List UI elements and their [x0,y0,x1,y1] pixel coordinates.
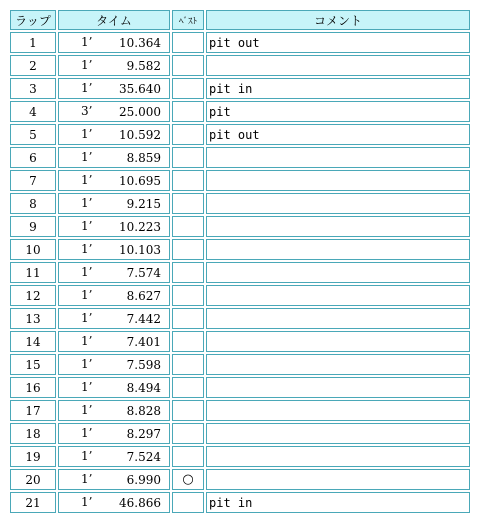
lap-time-seconds: 6.990 [126,473,161,487]
lap-number-cell: 10 [10,239,56,260]
comment-cell: pit out [206,32,470,53]
lap-header: ラップ [10,10,56,30]
table-row [10,216,470,237]
lap-number-cell: 15 [10,354,56,375]
table-row [10,492,470,513]
lap-time-minutes: 1’ [81,35,93,49]
comment-cell [206,308,470,329]
lap-number-cell: 6 [10,147,56,168]
table-row [10,285,470,306]
lap-number-cell: 4 [10,101,56,122]
best-lap-cell [172,170,204,191]
lap-time-seconds: 8.627 [126,289,161,303]
best-lap-cell [172,124,204,145]
comment-cell: pit [206,101,470,122]
lap-time-minutes: 1’ [81,81,93,95]
lap-time-minutes: 1’ [81,173,93,187]
lap-time-seconds: 35.640 [119,82,161,96]
table-row [10,55,470,76]
table-row [10,147,470,168]
best-lap-cell [172,262,204,283]
lap-time-seconds: 10.364 [119,36,161,50]
lap-number-cell: 3 [10,78,56,99]
table-row [10,377,470,398]
lap-time-minutes: 1’ [81,196,93,210]
best-lap-cell [172,331,204,352]
lap-number-cell: 14 [10,331,56,352]
comment-cell: pit out [206,124,470,145]
comment-cell [206,239,470,260]
lap-time-cell [58,78,170,99]
lap-time-minutes: 1’ [81,219,93,233]
lap-time-seconds: 8.297 [126,427,161,441]
lap-time-cell [58,216,170,237]
lap-time-minutes: 1’ [81,449,93,463]
comment-cell: pit in [206,492,470,513]
best-lap-cell [172,239,204,260]
comment-cell [206,354,470,375]
lap-time-cell [58,354,170,375]
best-lap-cell [172,78,204,99]
table-row [10,354,470,375]
lap-rows [10,32,470,513]
lap-time-cell [58,32,170,53]
lap-time-seconds: 9.582 [126,59,161,73]
lap-time-minutes: 1’ [81,334,93,348]
lap-time-minutes: 1’ [81,58,93,72]
comment-cell [206,55,470,76]
lap-number-cell: 8 [10,193,56,214]
comment-cell: pit in [206,78,470,99]
comment-cell [206,216,470,237]
lap-time-seconds: 10.695 [119,174,161,188]
lap-time-seconds: 7.401 [126,335,161,349]
best-header: ﾍﾞｽﾄ [172,10,204,30]
comment-cell [206,377,470,398]
best-lap-cell [172,423,204,444]
lap-number-cell: 5 [10,124,56,145]
comment-cell [206,469,470,490]
lap-time-cell [58,331,170,352]
lap-time-minutes: 1’ [81,357,93,371]
best-lap-cell [172,101,204,122]
lap-time-seconds: 8.859 [126,151,161,165]
lap-time-cell [58,400,170,421]
lap-number-cell: 11 [10,262,56,283]
lap-number-cell: 2 [10,55,56,76]
best-lap-cell [172,446,204,467]
lap-time-seconds: 9.215 [126,197,161,211]
comment-cell [206,331,470,352]
lap-time-minutes: 1’ [81,380,93,394]
best-lap-cell: ○ [172,469,204,490]
lap-number-cell: 12 [10,285,56,306]
time-header: タイム [58,10,170,30]
lap-number-cell: 19 [10,446,56,467]
best-lap-cell [172,216,204,237]
table-row [10,308,470,329]
lap-time-seconds: 10.592 [119,128,161,142]
lap-time-minutes: 1’ [81,265,93,279]
lap-time-seconds: 7.574 [126,266,161,280]
table-row [10,423,470,444]
lap-number-cell: 13 [10,308,56,329]
lap-time-minutes: 1’ [81,403,93,417]
table-row [10,239,470,260]
best-lap-cell [172,32,204,53]
table-row [10,78,470,99]
best-lap-cell [172,285,204,306]
lap-time-seconds: 7.598 [126,358,161,372]
lap-time-cell [58,262,170,283]
best-lap-cell [172,193,204,214]
table-row [10,193,470,214]
lap-time-cell [58,101,170,122]
comment-cell [206,285,470,306]
lap-time-minutes: 1’ [81,288,93,302]
table-row [10,400,470,421]
table-row [10,32,470,53]
lap-time-minutes: 1’ [81,311,93,325]
lap-time-cell [58,469,170,490]
table-row [10,262,470,283]
comment-cell [206,170,470,191]
lap-number-cell: 17 [10,400,56,421]
lap-number-cell: 21 [10,492,56,513]
lap-time-seconds: 25.000 [119,105,161,119]
lap-number-cell: 1 [10,32,56,53]
lap-number-cell: 16 [10,377,56,398]
lap-times-table [8,8,472,515]
lap-time-cell [58,377,170,398]
lap-time-cell [58,147,170,168]
best-lap-cell [172,400,204,421]
lap-time-seconds: 8.494 [126,381,161,395]
lap-time-cell [58,446,170,467]
table-row [10,331,470,352]
comment-cell [206,423,470,444]
lap-time-cell [58,170,170,191]
lap-time-seconds: 7.524 [126,450,161,464]
best-lap-cell [172,308,204,329]
lap-time-minutes: 1’ [81,495,93,509]
lap-time-cell [58,423,170,444]
lap-number-cell: 18 [10,423,56,444]
lap-time-minutes: 1’ [81,426,93,440]
lap-time-minutes: 1’ [81,127,93,141]
table-row [10,124,470,145]
lap-time-cell [58,193,170,214]
lap-number-cell: 7 [10,170,56,191]
lap-number-cell: 20 [10,469,56,490]
lap-time-cell [58,239,170,260]
comment-header: コメント [206,10,470,30]
header-row [10,10,470,30]
best-lap-cell [172,147,204,168]
comment-cell [206,446,470,467]
lap-time-seconds: 46.866 [119,496,161,510]
lap-time-minutes: 1’ [81,242,93,256]
lap-time-seconds: 10.103 [119,243,161,257]
lap-time-cell [58,124,170,145]
table-row [10,170,470,191]
lap-time-cell [58,308,170,329]
comment-cell [206,147,470,168]
lap-time-minutes: 3’ [81,104,93,118]
best-lap-cell [172,492,204,513]
comment-cell [206,400,470,421]
lap-time-seconds: 7.442 [126,312,161,326]
table-row [10,469,470,490]
lap-time-seconds: 8.828 [126,404,161,418]
table-row [10,446,470,467]
lap-time-seconds: 10.223 [119,220,161,234]
lap-time-minutes: 1’ [81,150,93,164]
best-lap-cell [172,354,204,375]
lap-time-minutes: 1’ [81,472,93,486]
best-lap-cell [172,377,204,398]
lap-number-cell: 9 [10,216,56,237]
best-lap-cell [172,55,204,76]
comment-cell [206,193,470,214]
comment-cell [206,262,470,283]
table-row [10,101,470,122]
lap-time-cell [58,285,170,306]
lap-time-cell [58,492,170,513]
lap-time-cell [58,55,170,76]
